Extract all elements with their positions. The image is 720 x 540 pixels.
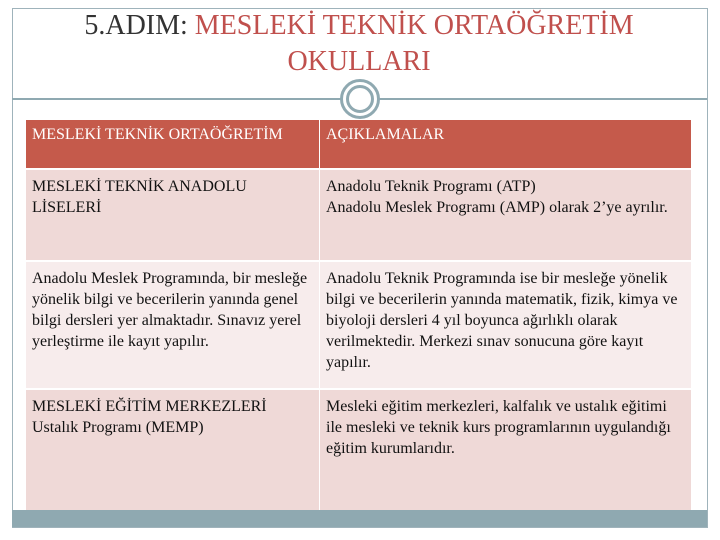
bottom-accent-bar <box>12 510 707 527</box>
row2-left-text: Anadolu Meslek Programında, bir mesleğe yönelik bilgi ve becerilerin yanında genel bilgi dersleri yer almaktadır. Sınavız yerel yerleştirme ile kayıt yapılır. <box>26 262 320 390</box>
title-line-1 <box>12 8 706 44</box>
decorative-ring-icon <box>346 85 374 113</box>
row3-school-name: MESLEKİ EĞİTİM MERKEZLERİ <box>32 398 267 415</box>
row1-description-line2: Anadolu Meslek Programı (AMP) olarak 2’ye ayrılır. <box>326 199 668 216</box>
row1-description-line1: Anadolu Teknik Programı (ATP) <box>326 178 536 195</box>
title-line-2 <box>12 44 706 80</box>
row3-description: Mesleki eğitim merkezleri, kalfalık ve ustalık eğitimi ile mesleki ve teknik kurs programlarının uygulandığı eğitim kurumlarıdır. <box>320 390 692 520</box>
row3-school-type <box>26 390 320 520</box>
title-highlight: MESLEKİ TEKNİK ORTAÖĞRETİM <box>194 10 634 41</box>
row2-right-text: Anadolu Teknik Programında ise bir mesleğe yönelik bilgi ve becerilerin yanında matematik, fizik, kimya ve biyoloji dersleri 4 yıl boyunca ağırlıklı olarak verilmektedir. Merkezi sınav sonucuna göre kayıt yapılır. <box>320 262 692 390</box>
info-table <box>26 120 692 520</box>
table-header-col2: AÇIKLAMALAR <box>320 120 692 170</box>
row1-description <box>320 170 692 262</box>
table-header-col1: MESLEKİ TEKNİK ORTAÖĞRETİM <box>26 120 320 170</box>
row1-school-type: MESLEKİ TEKNİK ANADOLU LİSELERİ <box>26 170 320 262</box>
title-prefix: 5.ADIM: <box>84 10 195 41</box>
row3-program-name: Ustalık Programı (MEMP) <box>32 419 204 436</box>
title-line-2-text: OKULLARI <box>287 46 431 77</box>
